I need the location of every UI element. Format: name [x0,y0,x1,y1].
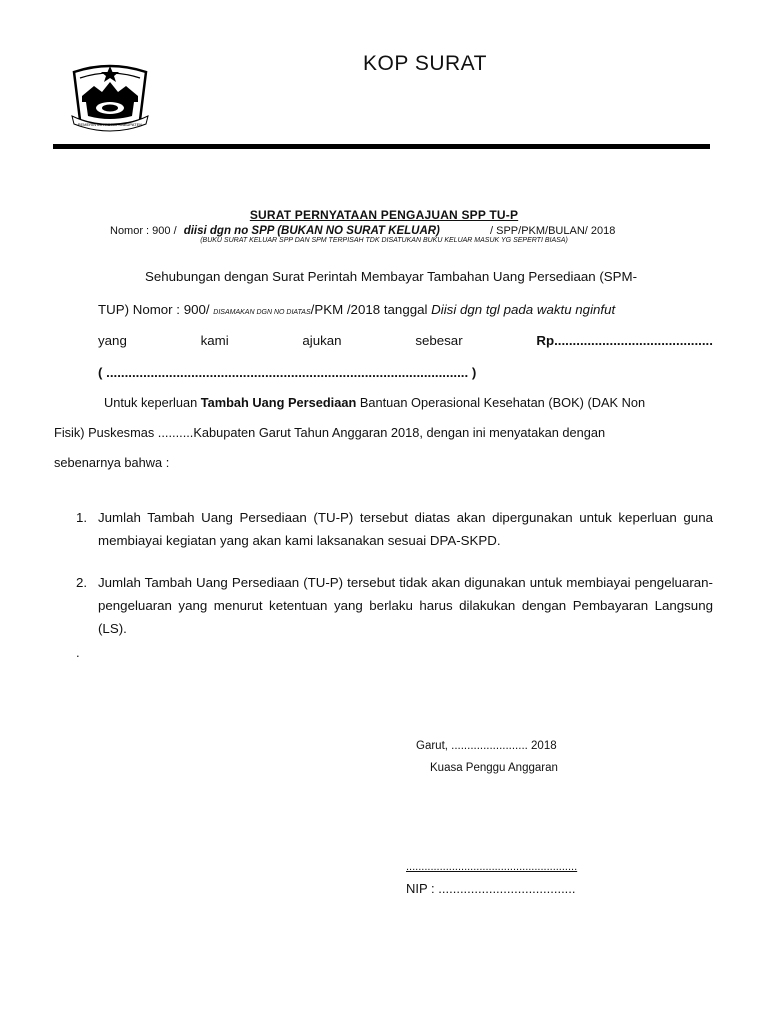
paragraph1-line3 [98,334,713,347]
nomor-suffix: / SPP/PKM/BULAN/ 2018 [490,225,616,237]
list-item-1: Jumlah Tambah Uang Persediaan (TU-P) tersebut diatas akan dipergunakan untuk keperluan guna membiayai kegiatan yang akan kami laksanakan sesuai DPA-SKPD. [98,510,713,548]
list-number-2: 2. [76,575,88,590]
paragraph1-line2 [98,303,615,316]
kop-surat-title: KOP SURAT [363,52,487,75]
signature-role: Kuasa Penggu Anggaran [430,762,558,774]
p2-bold: Tambah Uang Persediaan [200,395,357,410]
trailing-dot: . [76,645,80,660]
nomor-label: Nomor : 900 / [110,225,177,237]
line2-small-note: DISAMAKAN DGN NO DIATAS [213,309,311,316]
word-sebesar: sebesar [415,333,463,348]
paragraph2-line3: sebenarnya bahwa : [54,455,170,470]
word-ajukan: ajukan [302,333,342,348]
line2-part-b: /PKM /2018 tanggal [310,302,432,317]
list-number-1: 1. [76,510,88,525]
word-kami: kami [200,333,229,348]
list-item-2: Jumlah Tambah Uang Persediaan (TU-P) tersebut tidak akan digunakan untuk membiayai pengeluaran-pengeluaran yang menurut ketentuan yang berlaku harus dilakukan dengan Pembayaran Langsung (LS). [98,575,713,636]
amount-field: Rp........................................... [536,333,713,348]
document-title: SURAT PERNYATAAN PENGAJUAN SPP TU-P [249,208,519,222]
line2-date-hint: Diisi dgn tgl pada waktu nginfut [431,302,616,317]
p2-part-b: Bantuan Operasional Kesehatan (BOK) (DAK Non [356,395,646,410]
document-number [110,225,615,237]
nomor-note: (BUKU SURAT KELUAR SPP DAN SPM TERPISAH TDK DISATUKAN BUKU KELUAR MASUK YG SEPERTI BIASA) [200,237,568,244]
signature-name-line: ........................................................ [406,861,578,873]
header-divider [53,144,710,149]
word-yang: yang [98,333,127,348]
line2-part-a: TUP) Nomor : 900/ [98,302,214,317]
signature-place-date: Garut, ........................ 2018 [416,740,557,752]
signature-nip: NIP : ...................................... [406,881,576,896]
paragraph1-line1: Sehubungan dengan Surat Perintah Membayar Tambahan Uang Persediaan (SPM- [145,269,638,284]
p2-part-a: Untuk keperluan [104,395,201,410]
seal-banner-text: PEMERINTAH KOTA / KABUPATEN [77,122,143,127]
paragraph2-line2: Fisik) Puskesmas ..........Kabupaten Garut Tahun Anggaran 2018, dengan ini menyatakan dengan [54,425,606,440]
amount-words-field: ( .................................................................................................. ) [98,365,477,380]
regional-seal-icon [66,58,154,134]
paragraph2-line1 [104,397,645,410]
nomor-fill-hint: diisi dgn no SPP (BUKAN NO SURAT KELUAR) [183,225,440,237]
